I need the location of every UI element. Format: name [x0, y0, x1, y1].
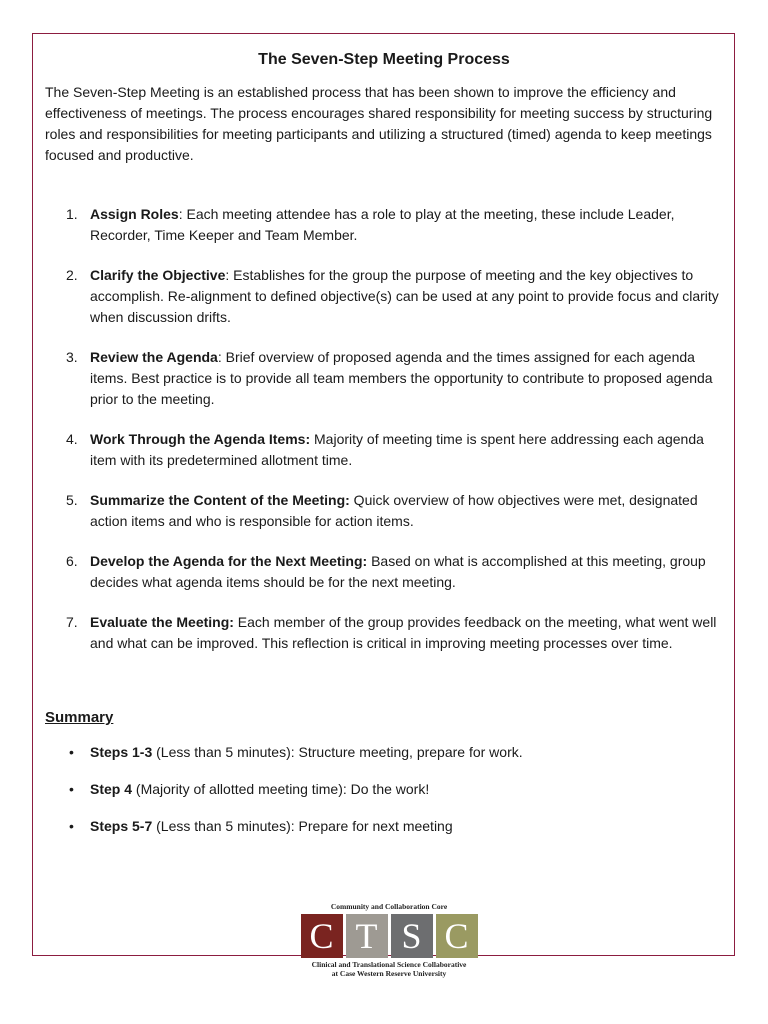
- step-item: [45, 490, 725, 532]
- step-text: Based on what is accomplished at this meeting, group decides what agenda items should be for the next meeting.: [90, 553, 706, 590]
- step-number: 6.: [66, 553, 78, 569]
- logo-tile: S: [391, 914, 433, 958]
- summary-item-text: (Less than 5 minutes): Prepare for next meeting: [152, 818, 453, 834]
- logo-top-text: Community and Collaboration Core: [330, 902, 448, 911]
- step-text: Majority of meeting time is spent here addressing each agenda item with its predetermined allotment time.: [90, 431, 704, 468]
- step-item: [45, 204, 725, 246]
- step-heading: Evaluate the Meeting:: [90, 614, 234, 630]
- step-text: : Brief overview of proposed agenda and the times assigned for each agenda items. Best practice is to provide all team members the opportunity to contribute to proposed agenda prior to the meeting.: [90, 349, 713, 407]
- step-item: [45, 551, 725, 593]
- step-item: [45, 347, 725, 410]
- page-title: The Seven-Step Meeting Process: [258, 51, 510, 68]
- step-heading: Summarize the Content of the Meeting:: [90, 492, 350, 508]
- logo-tile: C: [301, 914, 343, 958]
- step-heading: Assign Roles: [90, 206, 179, 222]
- summary-item-heading: Steps 5-7: [90, 818, 153, 834]
- summary-item-heading: Steps 1-3: [90, 744, 153, 760]
- ctsc-logo: [293, 902, 485, 984]
- logo-bottom-line2: at Case Western Reserve University: [331, 969, 447, 978]
- step-number: 3.: [66, 349, 78, 365]
- step-text: : Each meeting attendee has a role to play at the meeting, these include Leader, Recorder, Time Keeper and Team Member.: [90, 206, 675, 243]
- step-item: [45, 429, 725, 471]
- summary-item-text: (Majority of allotted meeting time): Do the work!: [132, 781, 430, 797]
- logo-tile: T: [346, 914, 388, 958]
- step-heading: Develop the Agenda for the Next Meeting:: [90, 553, 368, 569]
- step-number: 2.: [66, 267, 78, 283]
- step-text: Quick overview of how objectives were met, designated action items and who is responsible for action items.: [90, 492, 698, 529]
- summary-heading: Summary: [45, 709, 114, 726]
- step-heading: Review the Agenda: [90, 349, 218, 365]
- logo-bottom-text: [293, 960, 485, 978]
- step-heading: Clarify the Objective: [90, 267, 226, 283]
- summary-item-text: (Less than 5 minutes): Structure meeting, prepare for work.: [152, 744, 523, 760]
- logo-tiles: [293, 914, 485, 958]
- summary-list: [45, 742, 725, 853]
- step-number: 1.: [66, 206, 78, 222]
- bullet-icon: •: [69, 818, 74, 834]
- bullet-icon: •: [69, 781, 74, 797]
- logo-tile: C: [436, 914, 478, 958]
- steps-list: [45, 204, 725, 673]
- logo-bottom-line1: Clinical and Translational Science Collaborative: [311, 960, 467, 969]
- step-number: 5.: [66, 492, 78, 508]
- summary-item: [45, 742, 725, 763]
- step-item: [45, 265, 725, 328]
- step-number: 7.: [66, 614, 78, 630]
- step-text: Each member of the group provides feedback on the meeting, what went well and what can be improved. This reflection is critical in improving meeting processes over time.: [90, 614, 717, 651]
- summary-item-heading: Step 4: [90, 781, 133, 797]
- step-item: [45, 612, 725, 654]
- bullet-icon: •: [69, 744, 74, 760]
- summary-item: [45, 816, 725, 837]
- step-text: : Establishes for the group the purpose of meeting and the key objectives to accomplish. Re-alignment to defined objective(s) can be used at any point to provide focus and clarity when discussion drifts.: [90, 267, 719, 325]
- intro-paragraph: The Seven-Step Meeting is an established process that has been shown to improve the efficiency and effectiveness of meetings. The process encourages shared responsibility for meeting success by structuring roles and responsibilities for meeting participants and utilizing a structured (timed) agenda to keep meetings focused and productive.: [45, 84, 713, 163]
- step-heading: Work Through the Agenda Items:: [90, 431, 311, 447]
- step-number: 4.: [66, 431, 78, 447]
- summary-item: [45, 779, 725, 800]
